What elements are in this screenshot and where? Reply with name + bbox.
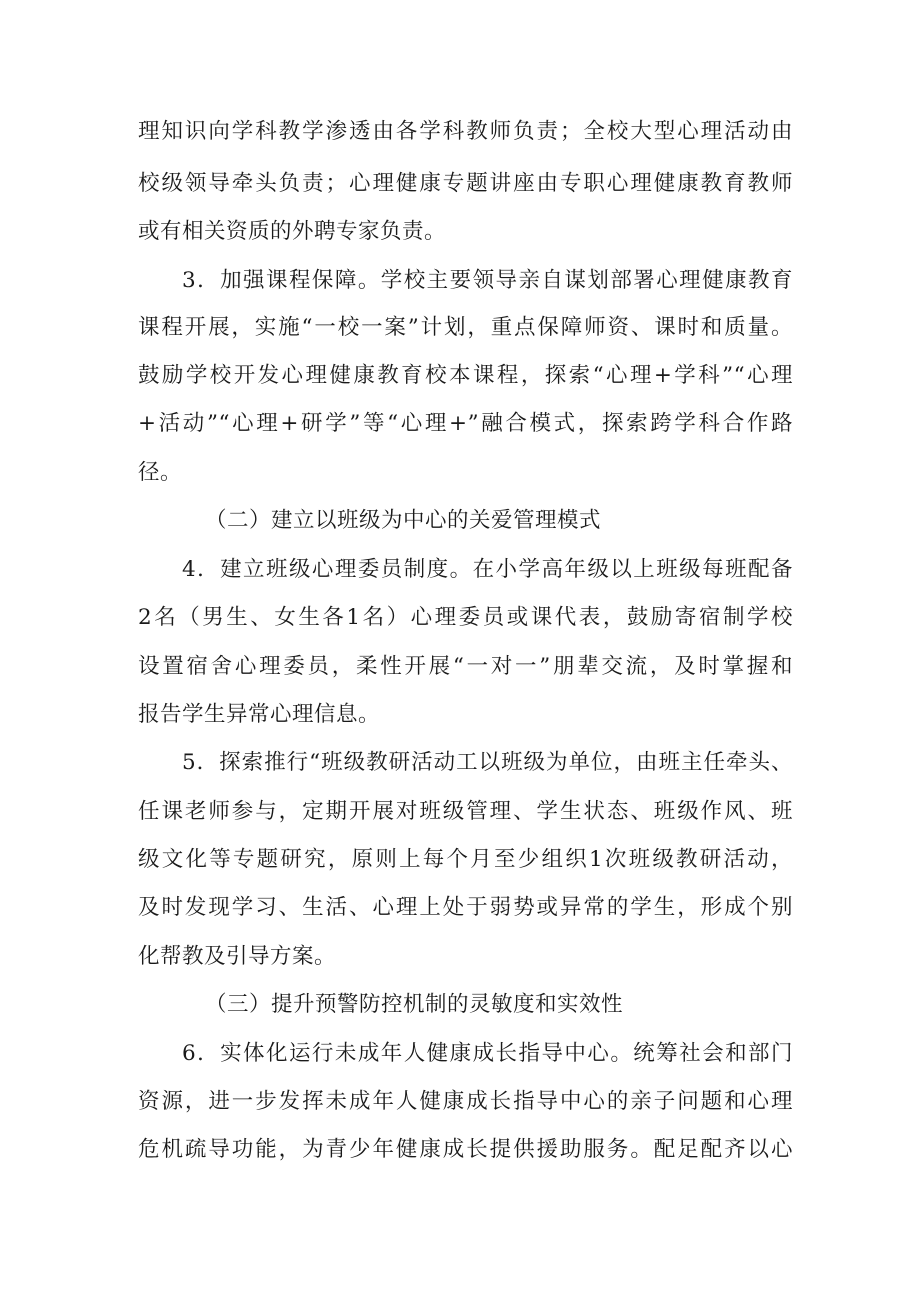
text-line: 5．探索推行“班级教研活动工以班级为单位，由班主任牵头、 xyxy=(182,750,793,775)
text-line: 资源，进一步发挥未成年人健康成长指导中心的亲子问题和心理 xyxy=(138,1089,793,1114)
text-line: 径。 xyxy=(138,460,183,485)
section-heading: （三）提升预警防控机制的灵敏度和实效性 xyxy=(205,992,624,1017)
text-line: 课程开展，实施“一校一案”计划，重点保障师资、课时和质量。 xyxy=(138,315,793,340)
text-line: 设置宿舍心理委员，柔性开展“一对一”朋辈交流，及时掌握和 xyxy=(138,654,793,679)
text-line: 鼓励学校开发心理健康教育校本课程，探索“心理+学科”“心理 xyxy=(138,363,793,388)
text-line: 校级领导牵头负责；心理健康专题讲座由专职心理健康教育教师 xyxy=(138,171,793,196)
text-line: 及时发现学习、生活、心理上处于弱势或异常的学生，形成个别 xyxy=(138,895,793,920)
section-heading: （二）建立以班级为中心的关爱管理模式 xyxy=(205,508,602,533)
text-line: 危机疏导功能，为青少年健康成长提供援助服务。配足配齐以心 xyxy=(138,1137,793,1162)
text-line: 任课老师参与，定期开展对班级管理、学生状态、班级作风、班 xyxy=(138,799,793,824)
text-line: 3．加强课程保障。学校主要领导亲自谋划部署心理健康教育 xyxy=(182,268,793,293)
text-line: +活动”“心理+研学”等“心理+”融合模式，探索跨学科合作路 xyxy=(138,411,793,436)
text-line: 理知识向学科教学渗透由各学科教师负责；全校大型心理活动由 xyxy=(138,119,793,144)
text-line: 或有相关资质的外聘专家负责。 xyxy=(138,219,447,244)
text-line: 2名（男生、女生各1名）心理委员或课代表，鼓励寄宿制学校 xyxy=(138,605,793,630)
text-line: 级文化等专题研究，原则上每个月至少组织1次班级教研活动， xyxy=(138,847,793,872)
text-line: 4．建立班级心理委员制度。在小学高年级以上班级每班配备 xyxy=(182,557,793,582)
text-line: 报告学生异常心理信息。 xyxy=(138,702,381,727)
text-line: 6．实体化运行未成年人健康成长指导中心。统筹社会和部门 xyxy=(182,1041,793,1066)
text-line: 化帮教及引导方案。 xyxy=(138,944,337,969)
